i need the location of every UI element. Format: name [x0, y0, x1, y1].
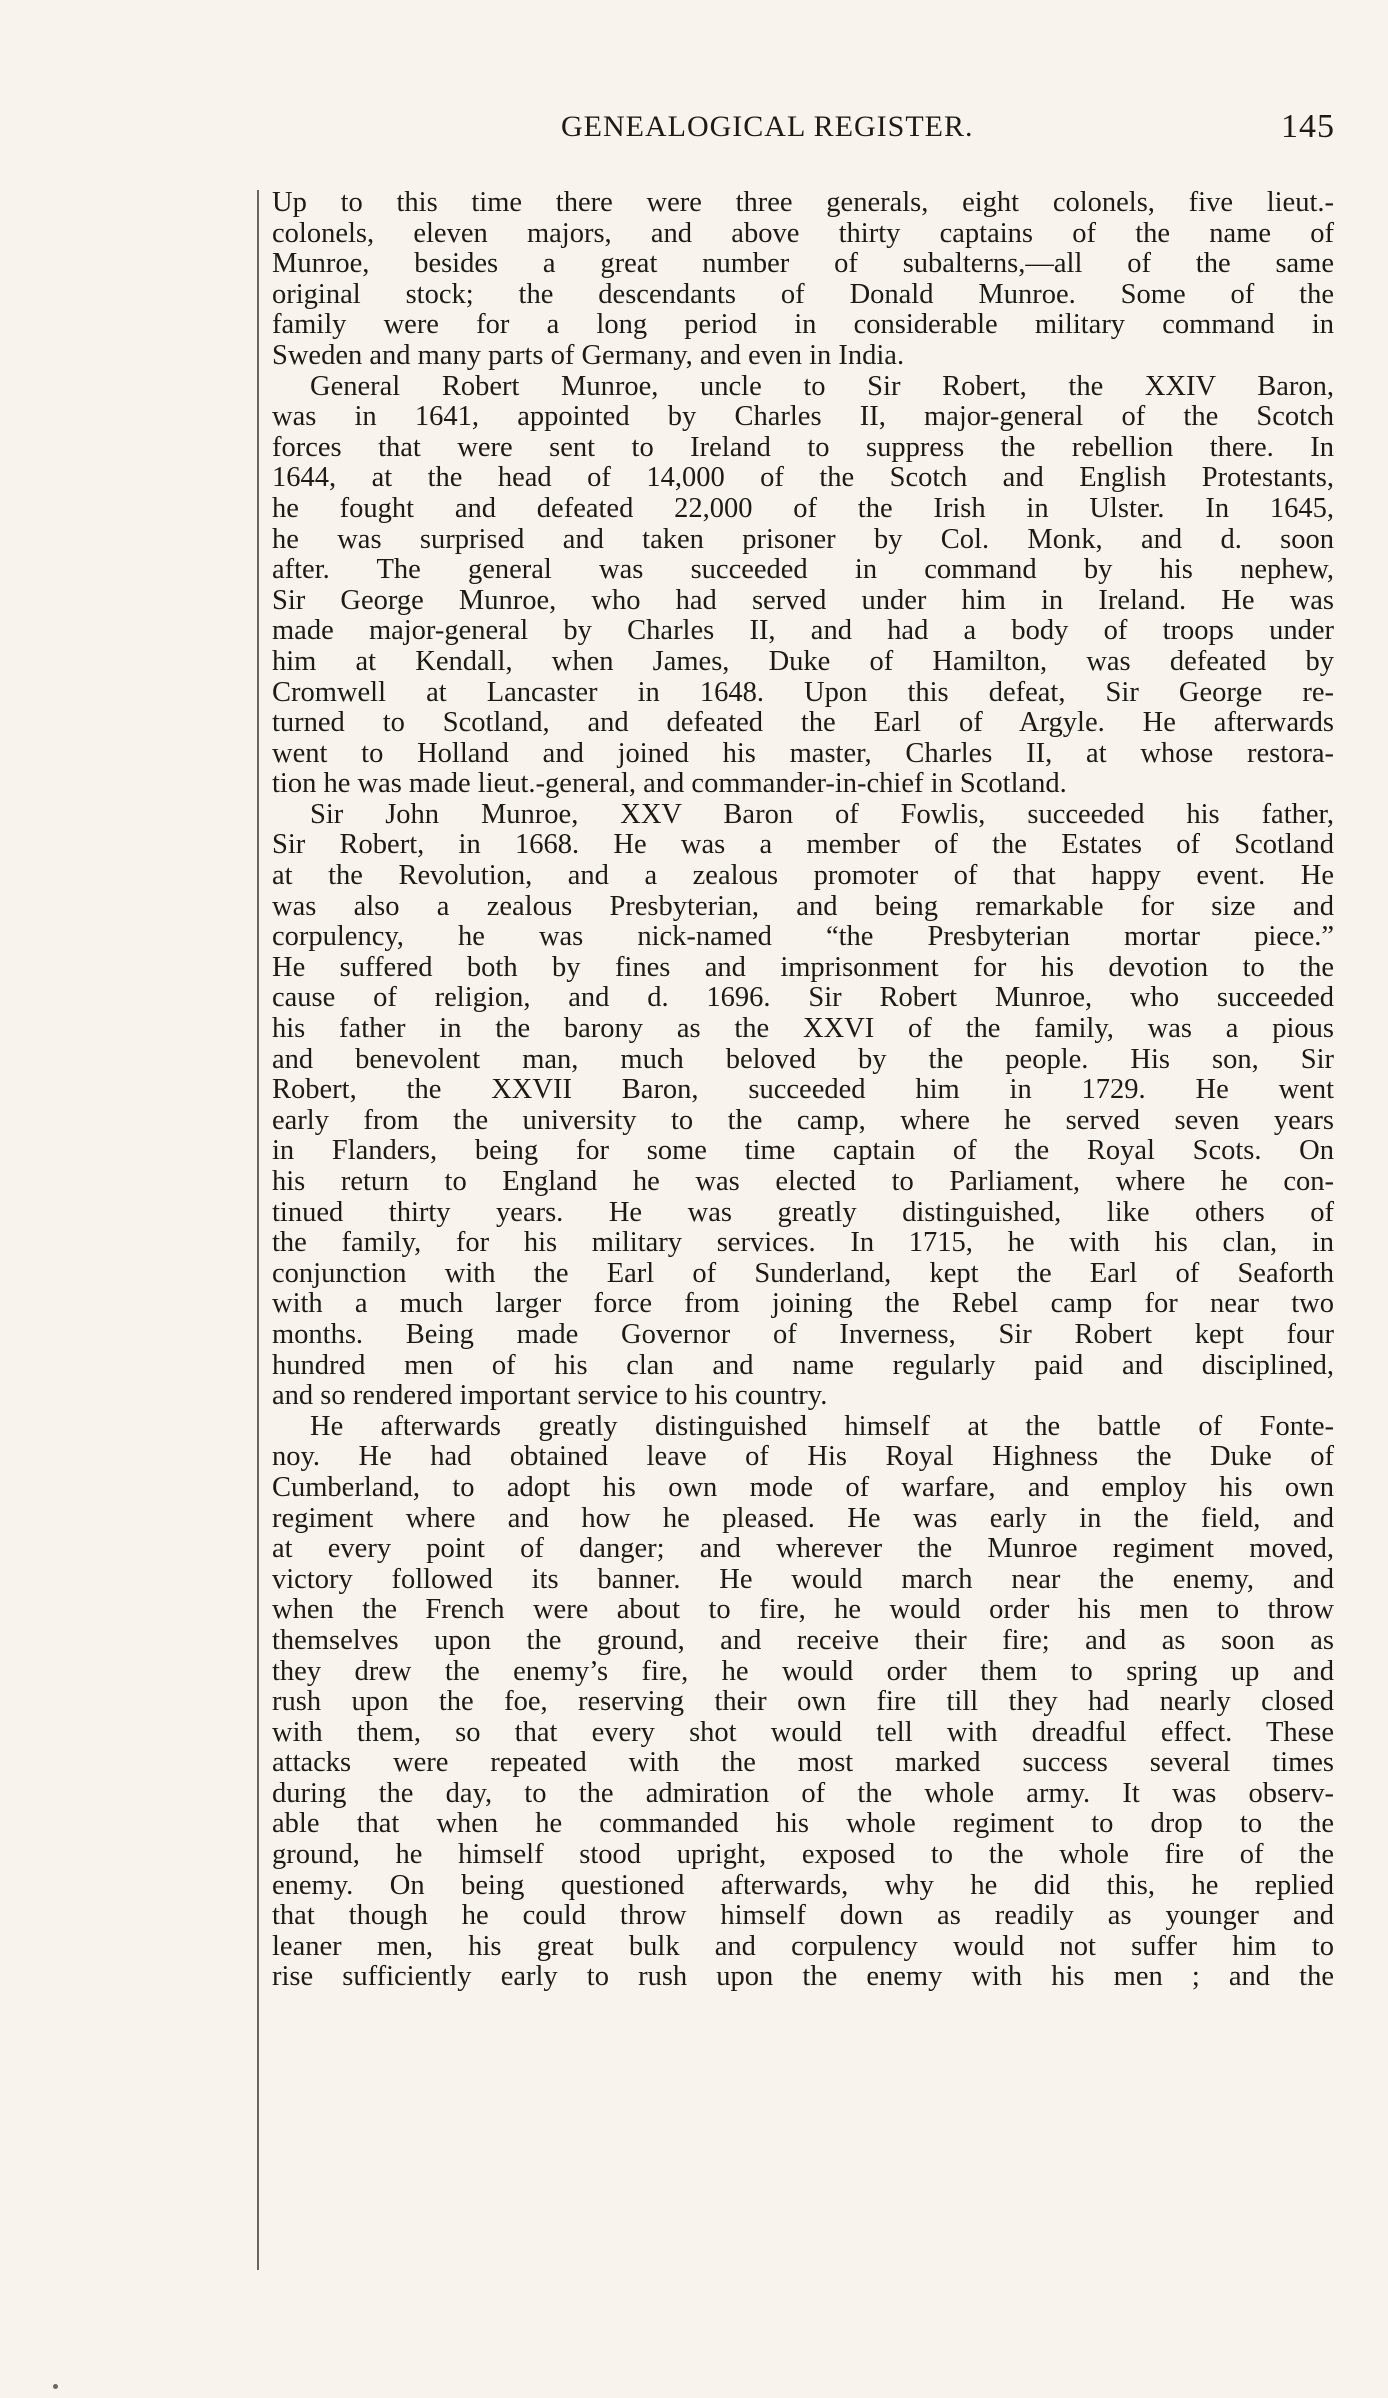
text-line: the family, for his military services. In 1715, he with his clan, in [272, 1228, 1334, 1259]
text-line: 1644, at the head of 14,000 of the Scotch and English Protestants, [272, 463, 1334, 494]
text-line: able that when he commanded his whole regiment to drop to the [272, 1809, 1334, 1840]
text-line: they drew the enemy’s fire, he would order them to spring up and [272, 1656, 1334, 1687]
text-line: during the day, to the admiration of the whole army. It was observ- [272, 1778, 1334, 1809]
page-header [267, 108, 1335, 154]
text-line: made major-general by Charles II, and had a body of troops under [272, 616, 1334, 647]
running-head: GENEALOGICAL REGISTER. [561, 110, 974, 143]
text-line: He suffered both by fines and imprisonment for his devotion to the [272, 952, 1334, 983]
text-line: Sir John Munroe, XXV Baron of Fowlis, succeeded his father, [310, 799, 1334, 830]
text-line: General Robert Munroe, uncle to Sir Robert, the XXIV Baron, [310, 371, 1334, 402]
page-number: 145 [1281, 108, 1335, 145]
text-line: his father in the barony as the XXVI of the family, was a pious [272, 1014, 1334, 1045]
text-line: forces that were sent to Ireland to suppress the rebellion there. In [272, 432, 1334, 463]
text-line: at every point of danger; and wherever the Munroe regiment moved, [272, 1534, 1334, 1565]
text-line: that though he could throw himself down as readily as younger and [272, 1901, 1334, 1932]
text-line: regiment where and how he pleased. He was early in the field, and [272, 1503, 1334, 1534]
text-line: with a much larger force from joining the Rebel camp for near two [272, 1289, 1334, 1320]
text-line: at the Revolution, and a zealous promoter of that happy event. He [272, 861, 1334, 892]
text-line: his return to England he was elected to Parliament, where he con- [272, 1167, 1334, 1197]
text-line: and benevolent man, much beloved by the people. His son, Sir [272, 1044, 1334, 1075]
text-line: conjunction with the Earl of Sunderland, kept the Earl of Seaforth [272, 1258, 1334, 1289]
text-line: Munroe, besides a great number of subalterns,—all of the same [272, 249, 1334, 280]
text-line: Up to this time there were three generals, eight colonels, five lieut.- [272, 188, 1334, 218]
text-line: Robert, the XXVII Baron, succeeded him in 1729. He went [272, 1075, 1334, 1106]
text-line: was in 1641, appointed by Charles II, major-general of the Scotch [272, 402, 1334, 433]
text-line: months. Being made Governor of Inverness, Sir Robert kept four [272, 1319, 1334, 1350]
text-line: and so rendered important service to his country. [272, 1381, 828, 1412]
text-line: original stock; the descendants of Donald Munroe. Some of the [272, 279, 1334, 310]
text-line: victory followed its banner. He would march near the enemy, and [272, 1564, 1334, 1595]
text-line: after. The general was succeeded in command by his nephew, [272, 555, 1334, 586]
text-line: turned to Scotland, and defeated the Earl of Argyle. He afterwards [272, 708, 1334, 739]
text-line: with them, so that every shot would tell with dreadful effect. These [272, 1717, 1334, 1748]
text-line: cause of religion, and d. 1696. Sir Robert Munroe, who succeeded [272, 983, 1334, 1014]
text-line: he was surprised and taken prisoner by Col. Monk, and d. soon [272, 524, 1334, 555]
text-line: early from the university to the camp, where he served seven years [272, 1105, 1334, 1136]
margin-rule [257, 190, 259, 2270]
text-line: Sweden and many parts of Germany, and even in India. [272, 340, 905, 371]
text-line: Cumberland, to adopt his own mode of warfare, and employ his own [272, 1472, 1334, 1503]
text-line: Sir Robert, in 1668. He was a member of the Estates of Scotland [272, 830, 1334, 861]
text-line: colonels, eleven majors, and above thirty captains of the name of [272, 218, 1334, 249]
text-line: tinued thirty years. He was greatly distinguished, like others of [272, 1197, 1334, 1228]
text-line: He afterwards greatly distinguished himself at the battle of Fonte- [310, 1411, 1334, 1442]
text-line: leaner men, his great bulk and corpulency would not suffer him to [272, 1931, 1334, 1962]
text-line: he fought and defeated 22,000 of the Irish in Ulster. In 1645, [272, 493, 1334, 524]
text-line: was also a zealous Presbyterian, and being remarkable for size and [272, 891, 1334, 922]
text-line: tion he was made lieut.-general, and commander-in-chief in Scotland. [272, 769, 1067, 800]
text-line: hundred men of his clan and name regularly paid and disciplined, [272, 1350, 1334, 1381]
text-line: attacks were repeated with the most marked success several times [272, 1748, 1334, 1779]
text-line: corpulency, he was nick-named “the Presbyterian mortar piece.” [272, 922, 1334, 953]
text-line: in Flanders, being for some time captain of the Royal Scots. On [272, 1136, 1334, 1167]
text-line: rush upon the foe, reserving their own fire till they had nearly closed [272, 1687, 1334, 1718]
text-line: family were for a long period in considerable military command in [272, 310, 1334, 341]
text-line: enemy. On being questioned afterwards, why he did this, he replied [272, 1870, 1334, 1901]
text-line: themselves upon the ground, and receive their fire; and as soon as [272, 1625, 1334, 1656]
text-line: Sir George Munroe, who had served under him in Ireland. He was [272, 585, 1334, 616]
text-line: noy. He had obtained leave of His Royal Highness the Duke of [272, 1442, 1334, 1473]
paper-speck [53, 2384, 58, 2389]
body-text [272, 188, 1334, 1993]
text-line: rise sufficiently early to rush upon the enemy with his men ; and the [272, 1962, 1334, 1993]
text-line: went to Holland and joined his master, Charles II, at whose restora- [272, 738, 1334, 769]
text-line: ground, he himself stood upright, exposed to the whole fire of the [272, 1840, 1334, 1871]
text-line: him at Kendall, when James, Duke of Hamilton, was defeated by [272, 646, 1334, 677]
text-line: when the French were about to fire, he would order his men to throw [272, 1595, 1334, 1626]
text-line: Cromwell at Lancaster in 1648. Upon this defeat, Sir George re- [272, 677, 1334, 708]
